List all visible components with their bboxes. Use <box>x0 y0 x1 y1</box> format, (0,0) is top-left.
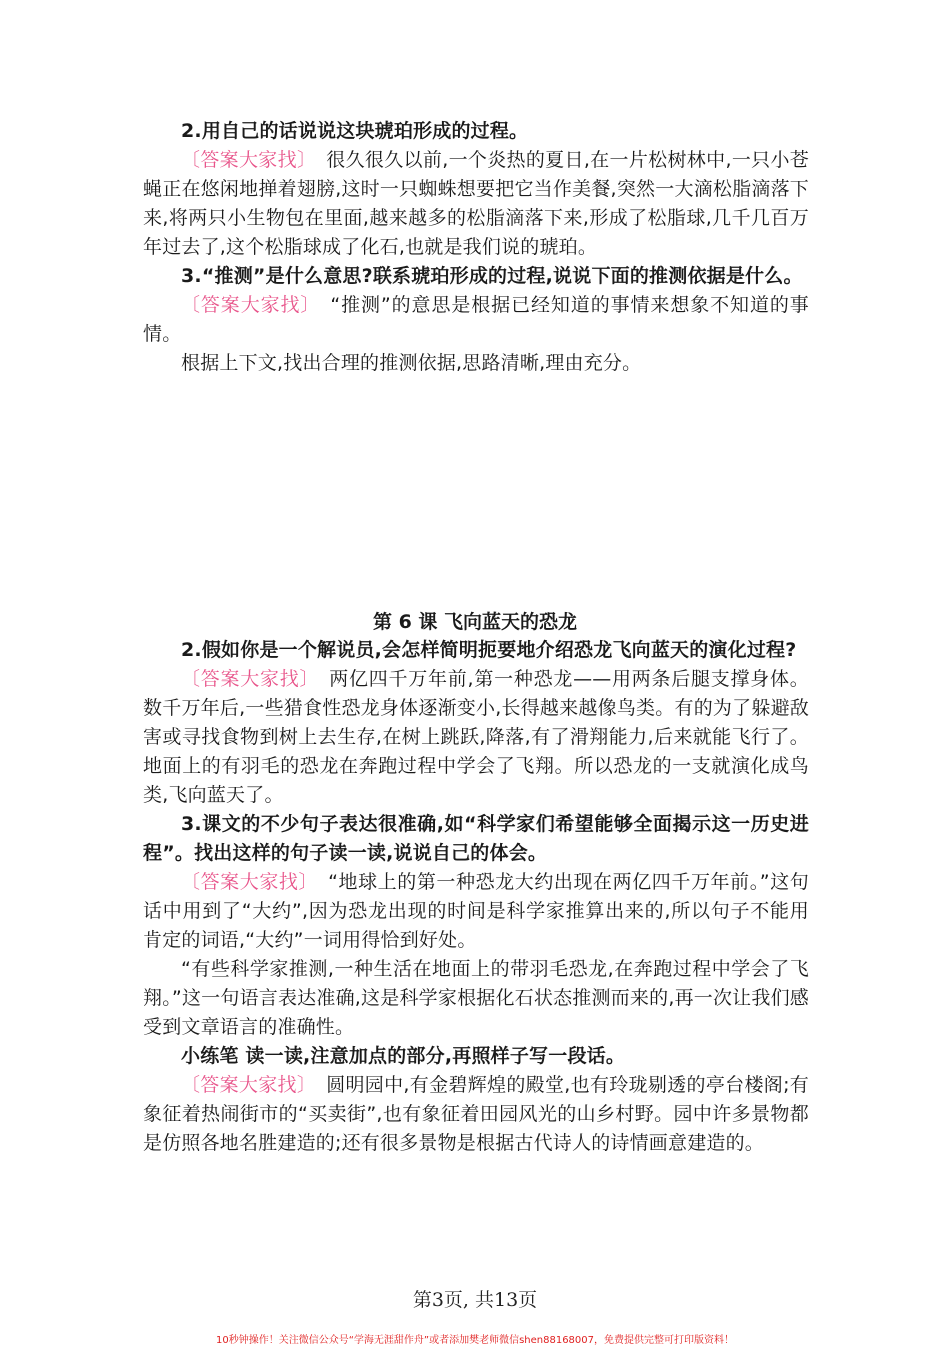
answer-tag: 〔答案大家找〕 <box>181 149 317 171</box>
practice-question: 小练笔 读一读,注意加点的部分,再照样子写一段话。 <box>181 1045 626 1067</box>
promo-note: 10秒钟操作！关注微信公众号“学海无涯甜作舟”或者添加樊老师微信shen88168007，免费提供完整可打印版资料！ <box>215 1335 735 1346</box>
answer-text: 圆明园中,有金碧辉煌的殿堂,也有玲珑剔透的亭台楼阁;有象征着热闹街市的“买卖街”,也有象征着田园风光的山乡村野。园中许多景物都是仿照各地名胜建造的;还有很多景物是根据古代诗人的诗情画意建造的。 <box>143 1074 809 1154</box>
answer-tag: 〔答案大家找〕 <box>181 1074 317 1096</box>
answer-text: “推测”的意思是根据已经知道的事情来想象不知道的事情。 <box>143 294 809 345</box>
answer-text: “地球上的第一种恐龙大约出现在两亿四千万年前。”这句话中用到了“大约”,因为恐龙出现的时间是科学家推算出来的,所以句子不能用肯定的词语,“大约”一词用得恰到好处。 <box>143 871 809 951</box>
question-3-amber: 3.“推测”是什么意思?联系琥珀形成的过程,说说下面的推测依据是什么。 <box>181 265 803 287</box>
answer-2-dinosaur <box>143 665 809 810</box>
answer-text: 两亿四千万年前,第一种恐龙——用两条后腿支撑身体。数千万年后,一些猎食性恐龙身体逐渐变小,长得越来越像鸟类。有的为了躲避敌害或寻找食物到树上去生存,在树上跳跃,降落,有了滑翔能力,后来就能飞行了。地面上的有羽毛的恐龙在奔跑过程中学会了飞翔。所以恐龙的一支就演化成鸟类,飞向蓝天了。 <box>143 668 809 806</box>
answer-tag: 〔答案大家找〕 <box>181 668 320 690</box>
answer-tag: 〔答案大家找〕 <box>181 871 319 893</box>
page-number: 第3页, 共13页 <box>412 1289 538 1311</box>
question-3-dinosaur: 3.课文的不少句子表达很准确,如“科学家们希望能够全面揭示这一历史进程”。找出这样的句子读一读,说说自己的体会。 <box>143 813 809 864</box>
answer-3-amber-extra: 根据上下文,找出合理的推测依据,思路清晰,理由充分。 <box>181 352 642 374</box>
answer-2-amber <box>143 146 809 262</box>
answer-3-dinosaur <box>143 868 809 955</box>
answer-3-amber <box>143 291 809 349</box>
answer-3-dinosaur-extra: “有些科学家推测,一种生活在地面上的带羽毛恐龙,在奔跑过程中学会了飞翔。”这一句语言表达准确,这是科学家根据化石状态推测而来的,再一次让我们感受到文章语言的准确性。 <box>143 958 809 1038</box>
answer-text: 很久很久以前,一个炎热的夏日,在一片松树林中,一只小苍蝇正在悠闲地掸着翅膀,这时一只蜘蛛想要把它当作美餐,突然一大滴松脂滴落下来,将两只小生物包在里面,越来越多的松脂滴落下来,形成了松脂球,几千几百万年过去了,这个松脂球成了化石,也就是我们说的琥珀。 <box>143 149 809 258</box>
question-2-amber: 2.用自己的话说说这块琥珀形成的过程。 <box>181 120 529 142</box>
question-2-dinosaur: 2.假如你是一个解说员,会怎样简明扼要地介绍恐龙飞向蓝天的演化过程? <box>181 639 797 661</box>
lesson-title: 第 6 课 飞向蓝天的恐龙 <box>372 611 578 633</box>
practice-answer <box>143 1071 809 1158</box>
answer-tag: 〔答案大家找〕 <box>181 294 321 316</box>
